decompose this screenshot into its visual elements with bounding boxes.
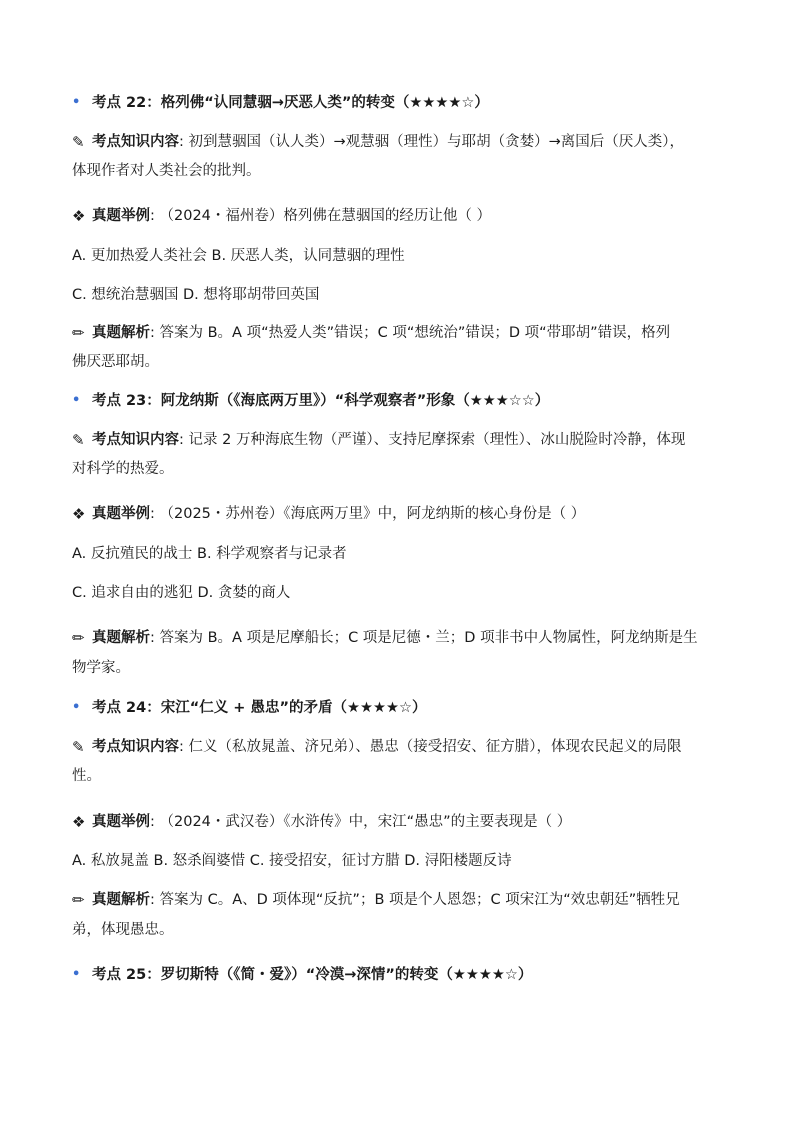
analysis-label: 真题解析 — [92, 325, 150, 341]
knowledge-line-cont: 体现作者对人类社会的批判。 — [72, 163, 261, 179]
bullet-icon: • — [72, 95, 81, 110]
section-heading: • 考点 23：阿龙纳斯（《海底两万里》）“科学观察者”形象（★★★☆☆） — [72, 390, 732, 412]
knowledge-line-cont: 对科学的热爱。 — [72, 461, 174, 477]
options-line: A. 私放晁盖 B. 怒杀阎婆惜 C. 接受招安，征讨方腊 D. 浔阳楼题反诗 — [72, 853, 512, 869]
example-line: ❖ 真题举例: （2024・武汉卷）《水浒传》中，宋江“愚忠”的主要表现是（ ） — [72, 813, 572, 831]
knowledge-line-cont: 性。 — [72, 768, 101, 784]
knowledge-line: ✎ 考点知识内容: 仁义（私放晁盖、济兄弟）、愚忠（接受招安、征方腊），体现农民起义的局限 — [72, 738, 682, 756]
bullet-icon: • — [72, 700, 81, 715]
knowledge-line: ✎ 考点知识内容: 记录 2 万种海底生物（严谨）、支持尼摩探索（理性）、冰山脱险时冷静，体现 — [72, 431, 686, 449]
options-line: C. 想统治慧骃国 D. 想将耶胡带回英国 — [72, 287, 320, 303]
example-label: 真题举例 — [92, 506, 150, 522]
ruler-icon: ✏ — [72, 629, 85, 647]
pencil-icon: ✎ — [72, 133, 85, 151]
analysis-label: 真题解析 — [92, 892, 150, 908]
knowledge-label: 考点知识内容 — [92, 134, 179, 150]
example-label: 真题举例 — [92, 208, 150, 224]
diamond-icon: ❖ — [72, 505, 86, 523]
example-label: 真题举例 — [92, 814, 150, 830]
ruler-icon: ✏ — [72, 891, 85, 909]
analysis-line-cont: 物学家。 — [72, 660, 130, 676]
analysis-line-cont: 弟，体现愚忠。 — [72, 922, 174, 938]
analysis-line-cont: 佛厌恶耶胡。 — [72, 354, 159, 370]
knowledge-label: 考点知识内容 — [92, 432, 179, 448]
example-line: ❖ 真题举例: （2024・福州卷）格列佛在慧骃国的经历让他（ ） — [72, 207, 492, 225]
analysis-label: 真题解析 — [92, 630, 150, 646]
options-line: A. 反抗殖民的战士 B. 科学观察者与记录者 — [72, 546, 347, 562]
knowledge-line: ✎ 考点知识内容: 初到慧骃国（认人类）→观慧骃（理性）与耶胡（贪婪）→离国后（厌人类）， — [72, 133, 685, 151]
ruler-icon: ✏ — [72, 324, 85, 342]
section-heading: • 考点 24：宋江“仁义 + 愚忠”的矛盾（★★★★☆） — [72, 697, 732, 719]
knowledge-label: 考点知识内容 — [92, 739, 179, 755]
bullet-icon: • — [72, 967, 81, 982]
example-line: ❖ 真题举例: （2025・苏州卷）《海底两万里》中，阿龙纳斯的核心身份是（ ） — [72, 505, 586, 523]
diamond-icon: ❖ — [72, 813, 86, 831]
options-line: A. 更加热爱人类社会 B. 厌恶人类，认同慧骃的理性 — [72, 248, 405, 264]
analysis-line: ✏ 真题解析: 答案为 B。A 项是尼摩船长；C 项是尼德・兰；D 项非书中人物属性，阿龙纳斯是生 — [72, 629, 698, 647]
section-heading: • 考点 25：罗切斯特（《简・爱》）“冷漠→深情”的转变（★★★★☆） — [72, 964, 732, 986]
analysis-line: ✏ 真题解析: 答案为 B。A 项“热爱人类”错误；C 项“想统治”错误；D 项“带耶胡”错误，格列 — [72, 324, 671, 342]
pencil-icon: ✎ — [72, 431, 85, 449]
analysis-line: ✏ 真题解析: 答案为 C。A、D 项体现“反抗”；B 项是个人恩怨；C 项宋江为“效忠朝廷”牺牲兄 — [72, 891, 680, 909]
section-heading: • 考点 22：格列佛“认同慧骃→厌恶人类”的转变（★★★★☆） — [72, 92, 732, 114]
diamond-icon: ❖ — [72, 207, 86, 225]
options-line: C. 追求自由的逃犯 D. 贪婪的商人 — [72, 585, 291, 601]
pencil-icon: ✎ — [72, 738, 85, 756]
bullet-icon: • — [72, 393, 81, 408]
